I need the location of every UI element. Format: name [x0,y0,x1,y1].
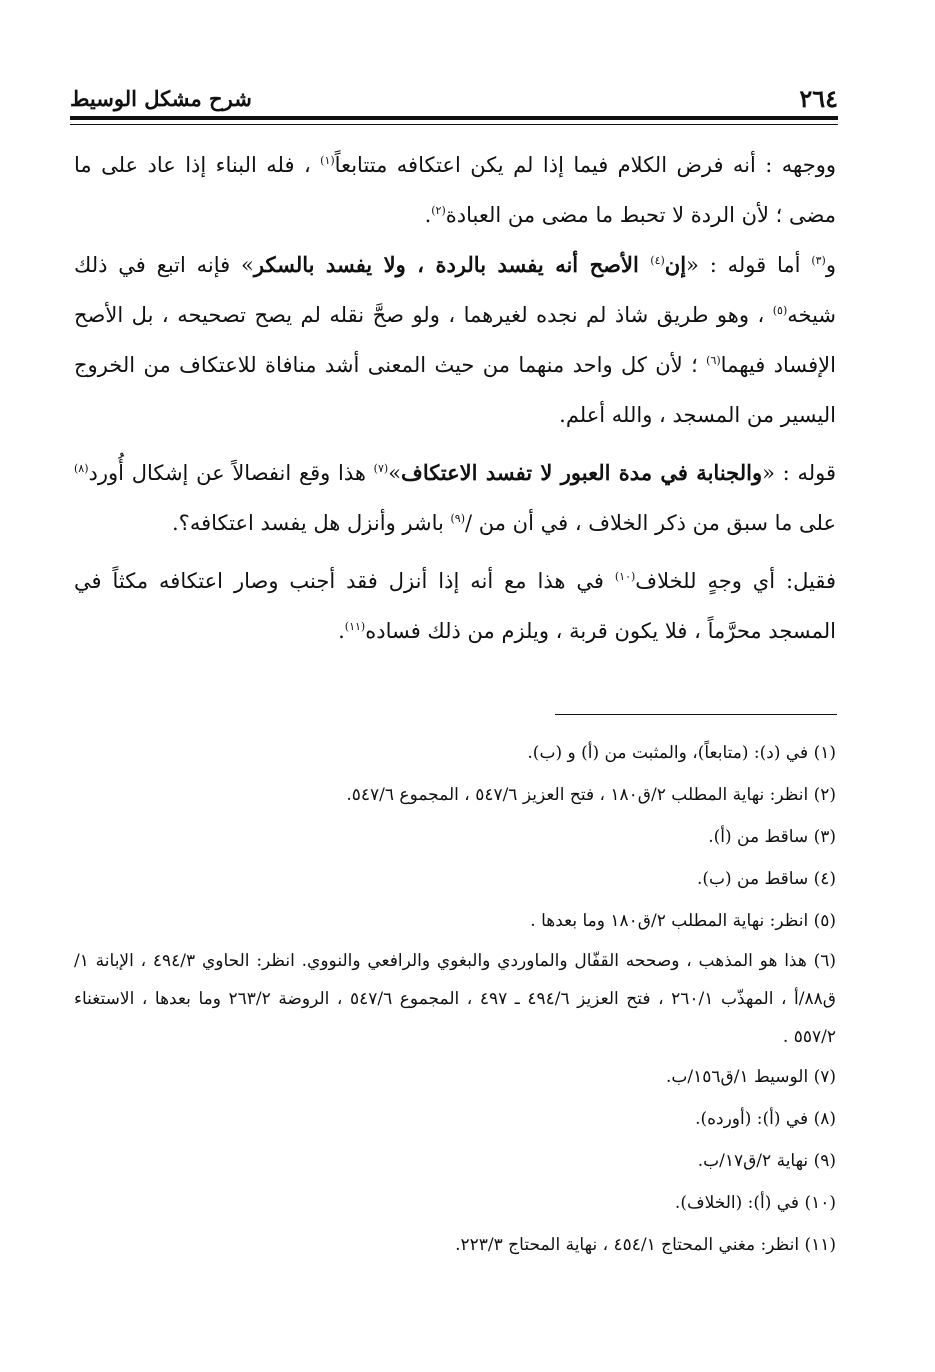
paragraph-text: باشر وأنزل هل يفسد اعتكافه؟. [172,511,451,535]
paragraph-text: فقيل: أي وجهٍ للخلاف [635,569,836,593]
paragraph-text: . [338,619,345,643]
paragraph-text: أما قوله : « [686,253,812,277]
footnote-3: (٣) ساقط من (أ). [708,827,836,847]
main-text [74,140,836,656]
paragraph-text: على ما سبق من ذكر الخلاف ، في أن من / [465,511,836,535]
page-number: ٢٦٤ [799,84,838,113]
paragraph-text: . [424,203,432,227]
paragraph-text: ، وهو طريق شاذ لم نجده لغيرهما ، ولو صحَّ نقله لم يصح تصحيحه ، بل الأصح الإفساد فيهما [74,303,836,377]
footnote-separator [555,714,837,715]
footnote-2: (٢) انظر: نهاية المطلب ٢/ق١٨٠ ، فتح العزيز ٥٤٧/٦ ، المجموع ٥٤٧/٦. [346,785,836,805]
paragraph-text: ووجهه : أنه فرض الكلام فيما إذا لم يكن اعتكافه متتابعاً [334,153,836,177]
paragraph-text: و [825,253,836,277]
paragraph-text: ؛ لأن كل واحد منهما من حيث المعنى أشد منافاة للاعتكاف من الخروج اليسير من المسجد ، والله أعلم. [74,353,836,427]
footnotes [74,732,836,1266]
paragraph-text: قوله : « [762,461,836,485]
footnote-5: (٥) انظر: نهاية المطلب ٢/ق١٨٠ وما بعدها . [530,911,836,931]
paragraph-text: في هذا مع أنه إذا أنزل فقد أجنب وصار اعتكافه مكثاً في المسجد محرَّماً ، فلا يكون قربة ، ويلزم من ذلك فساده [74,569,836,643]
footnote-ref-2: (٢) [431,204,446,217]
paragraph-text: » [388,461,402,485]
quoted-text: إن [664,252,687,277]
page-header [70,84,838,114]
quoted-text: الأصح أنه يفسد بالردة ، ولا يفسد بالسكر [253,252,651,277]
header-rule-thick [70,116,838,120]
footnote-7: (٧) الوسيط ١/ق١٥٦/ب. [665,1067,836,1087]
footnote-ref-9: (٩) [450,512,466,525]
footnote-ref-1: (١) [320,154,335,167]
paragraph-text: ، فله البناء إذا عاد على ما مضى ؛ لأن الردة لا تحبط ما مضى من العبادة [74,153,836,227]
footnote-1: (١) في (د): (متابعاً)، والمثبت من (أ) و (ب). [527,743,836,763]
footnote-ref-5: (٥) [772,304,788,317]
footnote-ref-3: (٣) [811,254,826,267]
footnote-ref-4: (٤) [650,254,665,267]
quoted-text: والجنابة في مدة العبور لا تفسد الاعتكاف [401,460,763,485]
footnote-6: (٦) هذا هو المذهب ، وصححه القفّال والماوردي والبغوي والرافعي والنووي. انظر: الحاوي ٤٩٤/٣ ، الإبانة ١/ق٨٨/أ ، المهذّب ٢٦٠/١ ، فتح العزيز ٤٩٤/٦ ـ ٤٩٧ ، المجموع ٥٤٧/٦ ، الروضة ٢٦٣/٢ وما بعدها ، الاستغناء ٥٥٧/٢ . [74,951,837,1047]
footnote-ref-11: (١١) [344,620,366,633]
footnote-8: (٨) في (أ): (أورده). [695,1109,836,1129]
paragraph-text: هذا وقع انفصالاً عن إشكال أُورد [88,461,374,485]
footnote-10: (١٠) في (أ): (الخلاف). [674,1193,836,1213]
paragraph-text: » فإنه اتبع في ذلك شيخه [74,253,836,327]
running-title: شرح مشكل الوسيط [70,86,252,111]
footnote-11: (١١) انظر: مغني المحتاج ٤٥٤/١ ، نهاية المحتاج ٢٢٣/٣. [455,1235,836,1255]
footnote-ref-6: (٦) [706,354,721,367]
paragraph-3 [74,448,836,548]
footnote-4: (٤) ساقط من (ب). [696,869,836,889]
paragraph-4 [74,556,836,656]
paragraph-2 [74,240,836,440]
header-rule-thin [70,124,838,125]
footnote-ref-7: (٧) [373,462,389,475]
footnote-ref-8: (٨) [74,462,89,475]
footnote-ref-10: (١٠) [614,570,636,583]
paragraph-1 [74,140,836,240]
footnote-9: (٩) نهاية ٢/ق١٧/ب. [697,1151,836,1171]
